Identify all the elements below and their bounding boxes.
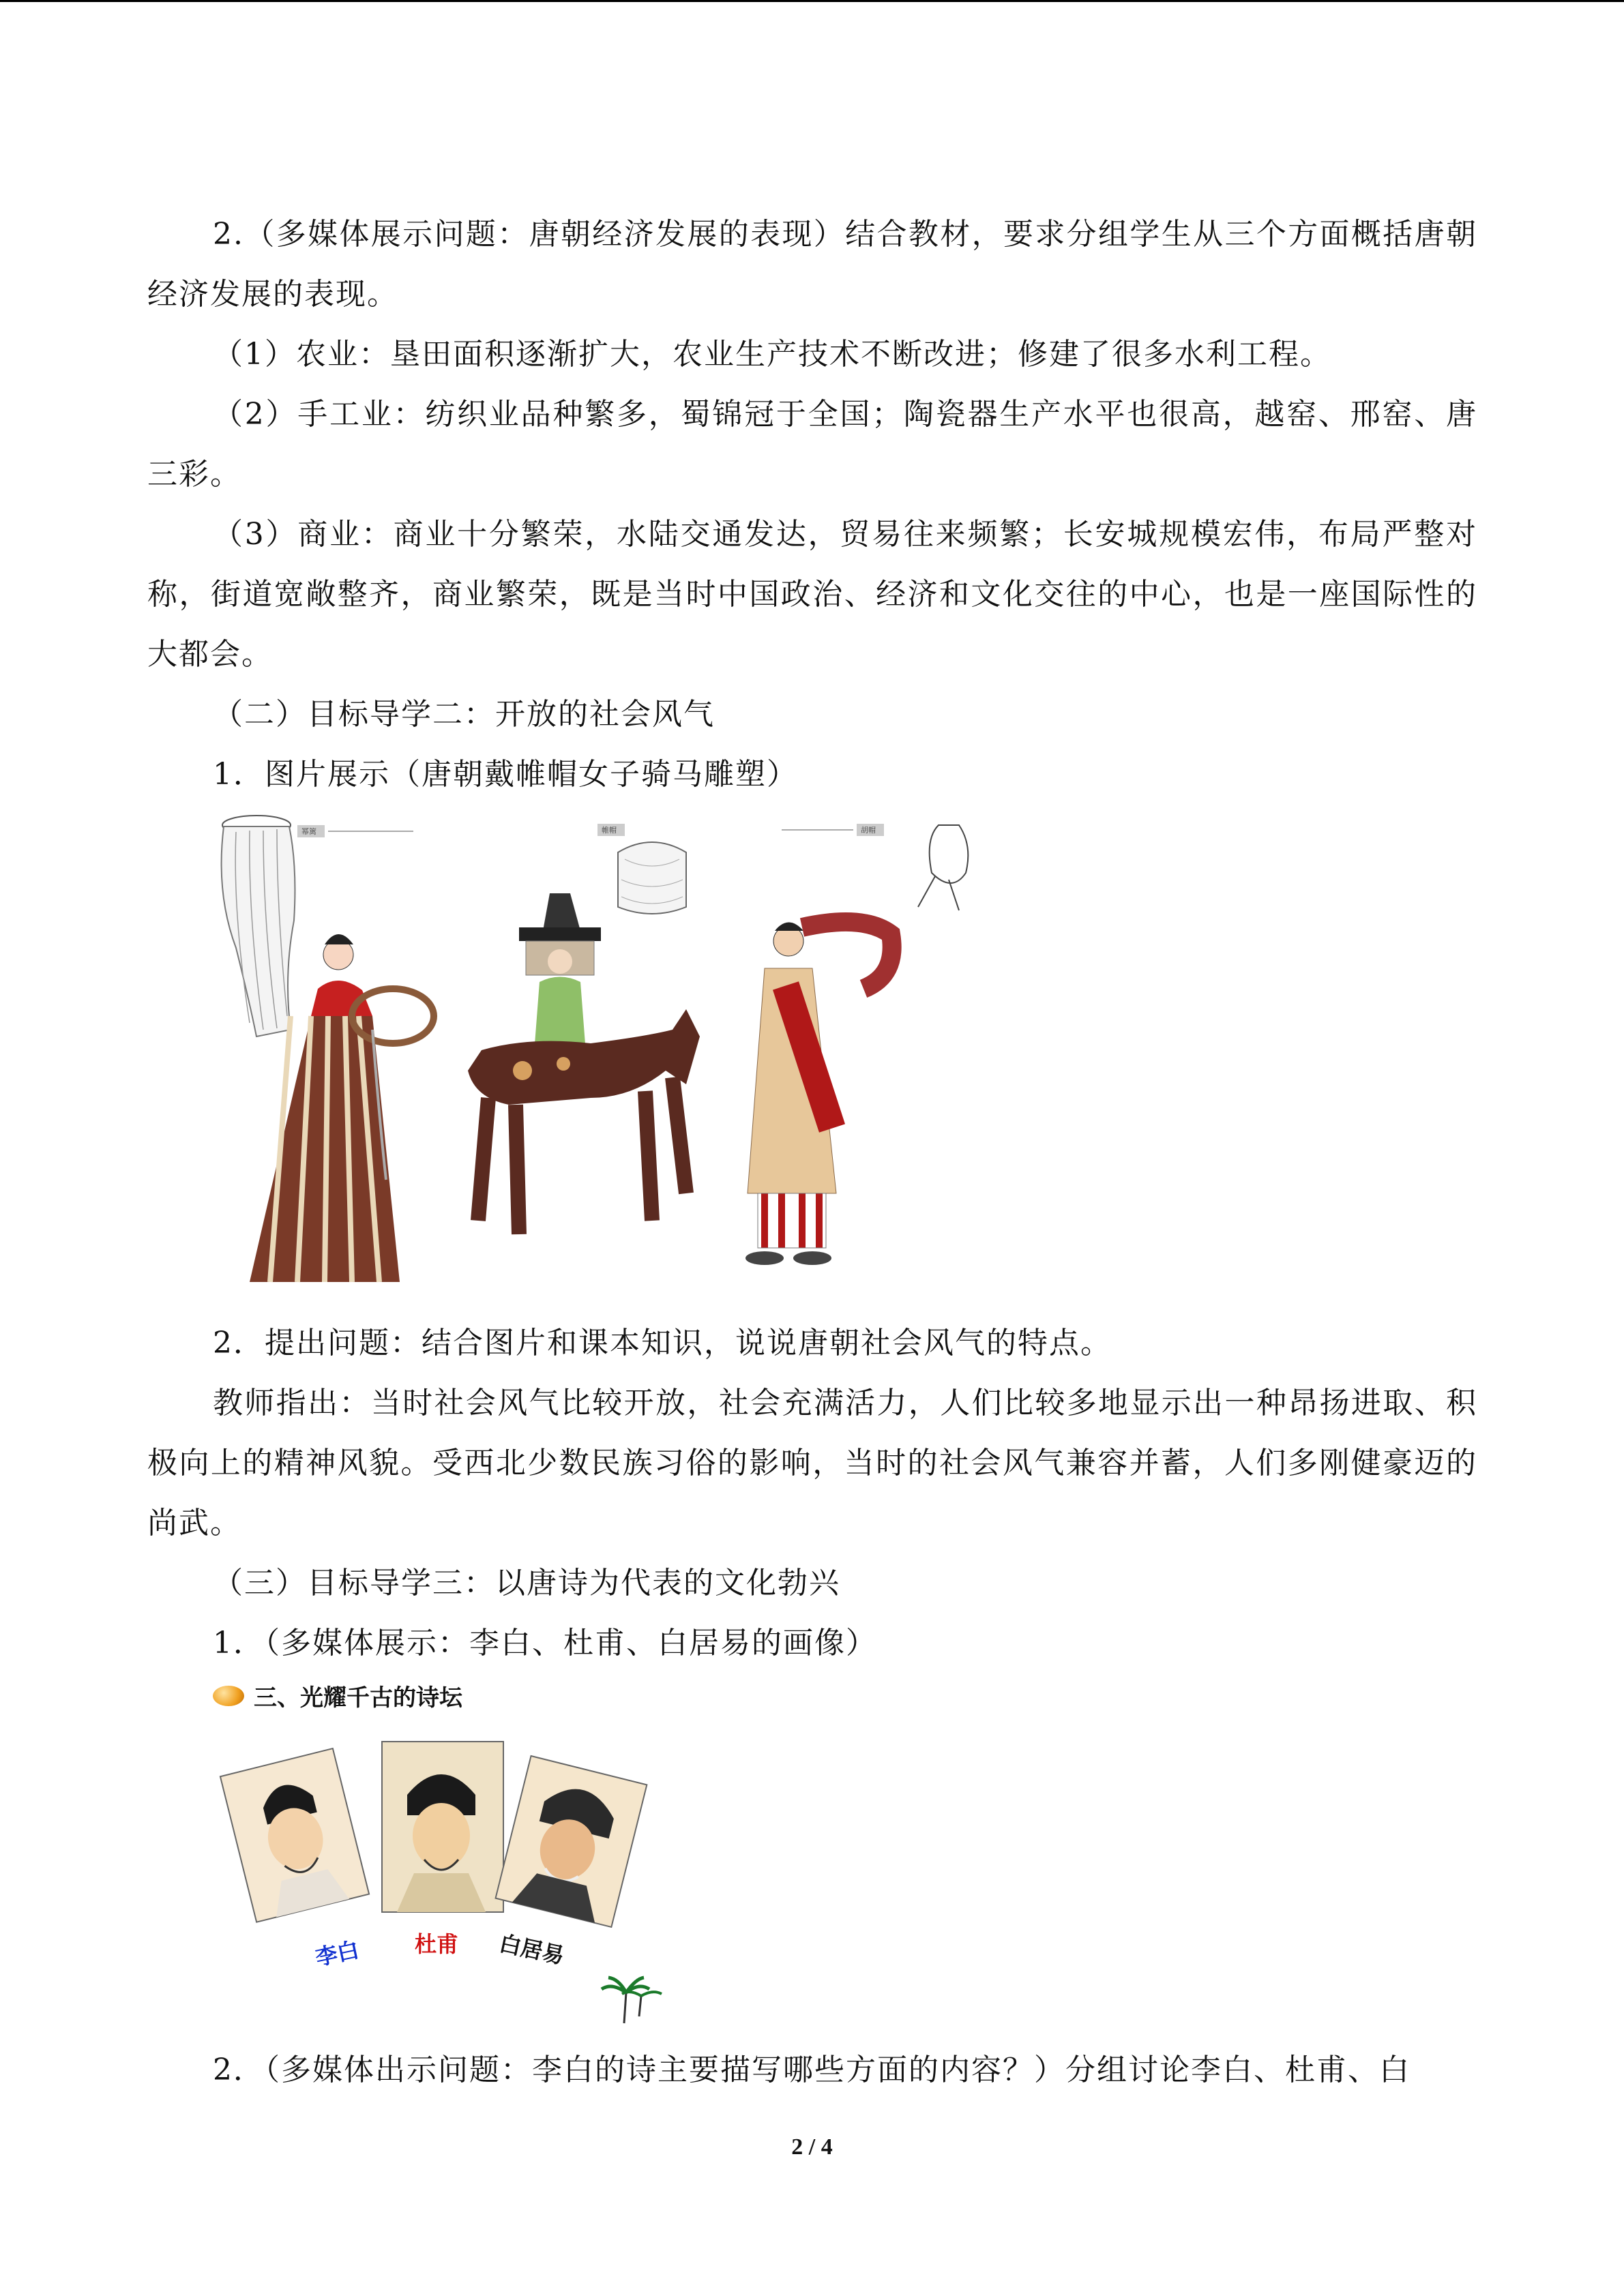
tag-weimao: 帷帽	[602, 826, 617, 835]
hu-hat-icon	[918, 825, 968, 910]
weimao-hat-icon	[618, 842, 686, 914]
paragraph-li-bai-question: 2．（多媒体出示问题：李白的诗主要描写哪些方面的内容？）分组讨论李白、杜甫、白	[213, 2053, 1411, 2087]
bai-juyi-portrait	[496, 1756, 647, 1927]
tag-mili: 幂篱	[301, 827, 316, 836]
document-page	[147, 205, 1477, 2100]
heading-goal-two: （二）目标导学二：开放的社会风气	[213, 697, 715, 732]
paragraph-agriculture: （1）农业：垦田面积逐渐扩大，农业生产技术不断改进；修建了很多水利工程。	[213, 337, 1331, 372]
poets-portraits-figure	[213, 1679, 745, 2033]
poet-label-du-fu: 杜甫	[415, 1931, 459, 1957]
paragraph-question-social-custom: 2．提出问题：结合图片和课本知识，说说唐朝社会风气的特点。	[213, 1326, 1112, 1360]
poets-portraits-image	[213, 1679, 745, 2033]
paragraph-commerce: （3）商业：商业十分繁荣，水陆交通发达，贸易往来频繁；长安城规模宏伟，布局严整对称，街道宽敞整齐，商业繁荣，既是当时中国政治、经济和文化交往的中心，也是一座国际性的大都会。	[147, 517, 1477, 672]
page-number: 2 / 4	[791, 2134, 833, 2160]
paragraph-poet-portraits: 1．（多媒体展示：李白、杜甫、白居易的画像）	[213, 1626, 877, 1660]
paragraph-handicraft: （2）手工业：纺织业品种繁多，蜀锦冠于全国；陶瓷器生产水平也很高，越窑、邢窑、唐三彩。	[147, 397, 1477, 492]
paragraph-economy-question: 2.（多媒体展示问题：唐朝经济发展的表现）结合教材，要求分组学生从三个方面概括唐朝经济发展的表现。	[147, 217, 1477, 312]
horse-rider-figure	[468, 893, 700, 1234]
tang-figures-illustration	[209, 811, 1000, 1302]
poet-label-li-bai: 李白	[313, 1936, 361, 1971]
tang-man-figure	[745, 922, 892, 1265]
tag-humao: 胡帽	[861, 826, 876, 835]
du-fu-portrait	[382, 1742, 503, 1912]
poetry-section-label: 三、光耀千古的诗坛	[254, 1684, 462, 1712]
heading-goal-three: （三）目标导学三：以唐诗为代表的文化勃兴	[213, 1566, 840, 1600]
mili-veil-icon	[222, 816, 295, 1037]
top-border	[0, 0, 1624, 2]
paragraph-teacher-note: 教师指出：当时社会风气比较开放，社会充满活力，人们比较多地显示出一种昂扬进取、积极向上的精神风貌。受西北少数民族习俗的影响，当时的社会风气兼容并蓄，人们多刚健豪迈的尚武。	[147, 1386, 1477, 1540]
paragraph-image-display: 1．图片展示（唐朝戴帷帽女子骑马雕塑）	[213, 757, 798, 792]
poet-label-bai-juyi: 白居易	[497, 1930, 567, 1969]
tang-figures-image	[209, 811, 1000, 1302]
li-bai-portrait	[220, 1748, 369, 1922]
palm-tree-icon	[602, 1978, 662, 2023]
